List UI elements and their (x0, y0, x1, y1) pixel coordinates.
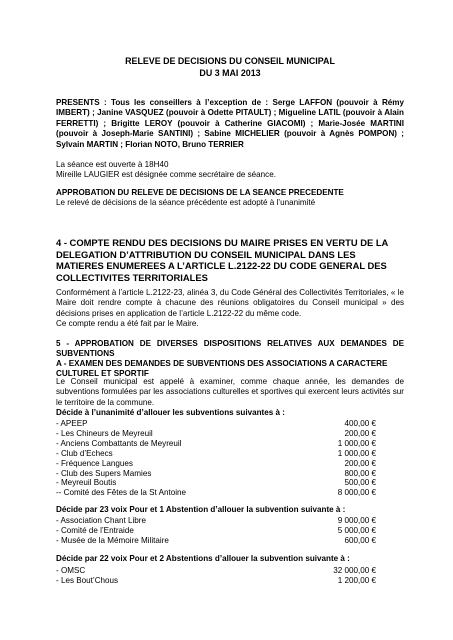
title-line-2: DU 3 MAI 2013 (199, 68, 261, 78)
section-4-heading: 4 - COMPTE RENDU DES DECISIONS DU MAIRE PRISES EN VERTU DE LA DELEGATION D’ATTRIBUTION DU CONSEIL MUNICIPAL DANS LES MATIERES ENUMEREES A L’ARTICLE L.2122-22 DU CODE GENERAL DES COLLECTIVITES TERRITORIALES (56, 237, 388, 283)
approval-text: Le relevé de décisions de la séance précédente est adopté à l’unanimité (56, 198, 316, 207)
item-name: - Club d’Echecs (56, 448, 113, 458)
item-amount: 1 000,00 € (337, 438, 376, 448)
item-name: - Comité de l’Entraide (56, 525, 134, 535)
opening-line-1: La séance est ouverte à 18H40 (56, 160, 169, 169)
section-4-text-2: Ce compte rendu a été fait par le Maire. (56, 319, 199, 328)
item-name: - Meyreuil Boutis (56, 478, 117, 488)
list-item (56, 419, 376, 429)
section-5a-heading: A - EXAMEN DES DEMANDES DE SUBVENTIONS DES ASSOCIATIONS A CARACTERE CULTUREL ET SPORTIF (56, 359, 388, 379)
item-amount: 200,00 € (344, 428, 376, 438)
decision-3-list (56, 566, 376, 586)
item-amount: 500,00 € (344, 478, 376, 488)
list-item (56, 488, 376, 498)
item-amount: 1 200,00 € (337, 575, 376, 585)
title-line-1: RELEVE DE DECISIONS DU CONSEIL MUNICIPAL (125, 56, 335, 66)
list-item (56, 576, 376, 586)
item-name: - Club des Supers Mamies (56, 468, 152, 478)
decision-2-list (56, 516, 376, 546)
item-name: - Les Bout’Chous (56, 575, 119, 585)
decision-2-heading: Décide par 23 voix Pour et 1 Abstention d’allouer la subvention suivante à : (56, 505, 346, 514)
list-item (56, 429, 376, 439)
item-amount: 9 000,00 € (337, 516, 376, 525)
section-5a-text: Le Conseil municipal est appelé à examiner, comme chaque année, les demandes de subventions formulées par les associations culturelles et sportives qui exercent leurs activités sur le territoire de la commune. (56, 377, 404, 407)
item-name: - OMSC (56, 566, 86, 575)
item-amount: 1 000,00 € (337, 448, 376, 458)
item-name: - Les Chineurs de Meyreuil (56, 428, 153, 438)
item-amount: 32 000,00 € (333, 566, 376, 575)
item-name: - Musée de la Mémoire Militaire (56, 535, 169, 545)
opening-line-2: Mireille LAUGIER est désignée comme secrétaire de séance. (56, 170, 276, 179)
item-amount: 400,00 € (344, 419, 376, 428)
presents-paragraph: PRESENTS : Tous les conseillers à l’exception de : Serge LAFFON (pouvoir à Rémy IMBERT) ; Janine VASQUEZ (pouvoir à Odette PITAULT) ; Migueline LATIL (pouvoir à Alain FERRETTI) ; Brigitte LEROY (pouvoir à Catherine GIACOMI) ; Marie-Josée MARTINI (pouvoir à Joseph-Marie SANTINI) ; Sabine MICHELIER (pouvoir à Agnès POMPON) ; Sylvain MARTIN ; Florian NOTO, Bruno TERRIER (56, 98, 404, 149)
item-amount: 5 000,00 € (337, 525, 376, 535)
list-item (56, 459, 376, 469)
list-item (56, 449, 376, 459)
item-amount: 200,00 € (344, 458, 376, 468)
list-item (56, 566, 376, 576)
list-item (56, 516, 376, 526)
list-item (56, 439, 376, 449)
item-name: -- Comité des Fêtes de la St Antoine (56, 488, 187, 498)
list-item (56, 478, 376, 488)
list-item (56, 536, 376, 546)
item-name: - Association Chant Libre (56, 516, 146, 525)
item-amount: 800,00 € (344, 468, 376, 478)
item-name: - APEEP (56, 419, 88, 428)
section-4-text: Conformément à l’article L.2122-23, alinéa 3, du Code Général des Collectivités Territoriales, « le Maire doit rendre compte à chacune des réunions obligatoires du Conseil municipal » des décisions prises en application de l’article L.2122-22 du même code. (56, 288, 404, 318)
section-5-heading: 5 - APPROBATION DE DIVERSES DISPOSITIONS RELATIVES AUX DEMANDES DE SUBVENTIONS (56, 339, 404, 359)
list-item (56, 469, 376, 479)
decision-1-list (56, 419, 376, 498)
item-amount: 600,00 € (344, 535, 376, 545)
item-name: - Anciens Combattants de Meyreuil (56, 438, 182, 448)
approval-heading: APPROBATION DU RELEVE DE DECISIONS DE LA SEANCE PRECEDENTE (56, 188, 344, 197)
item-name: - Fréquence Langues (56, 458, 133, 468)
decision-1-heading: Décide à l’unanimité d’allouer les subventions suivantes à : (56, 408, 285, 417)
list-item (56, 526, 376, 536)
item-amount: 8 000,00 € (337, 488, 376, 498)
decision-3-heading: Décide par 22 voix Pour et 2 Abstentions d’allouer la subvention suivante à : (56, 554, 350, 563)
